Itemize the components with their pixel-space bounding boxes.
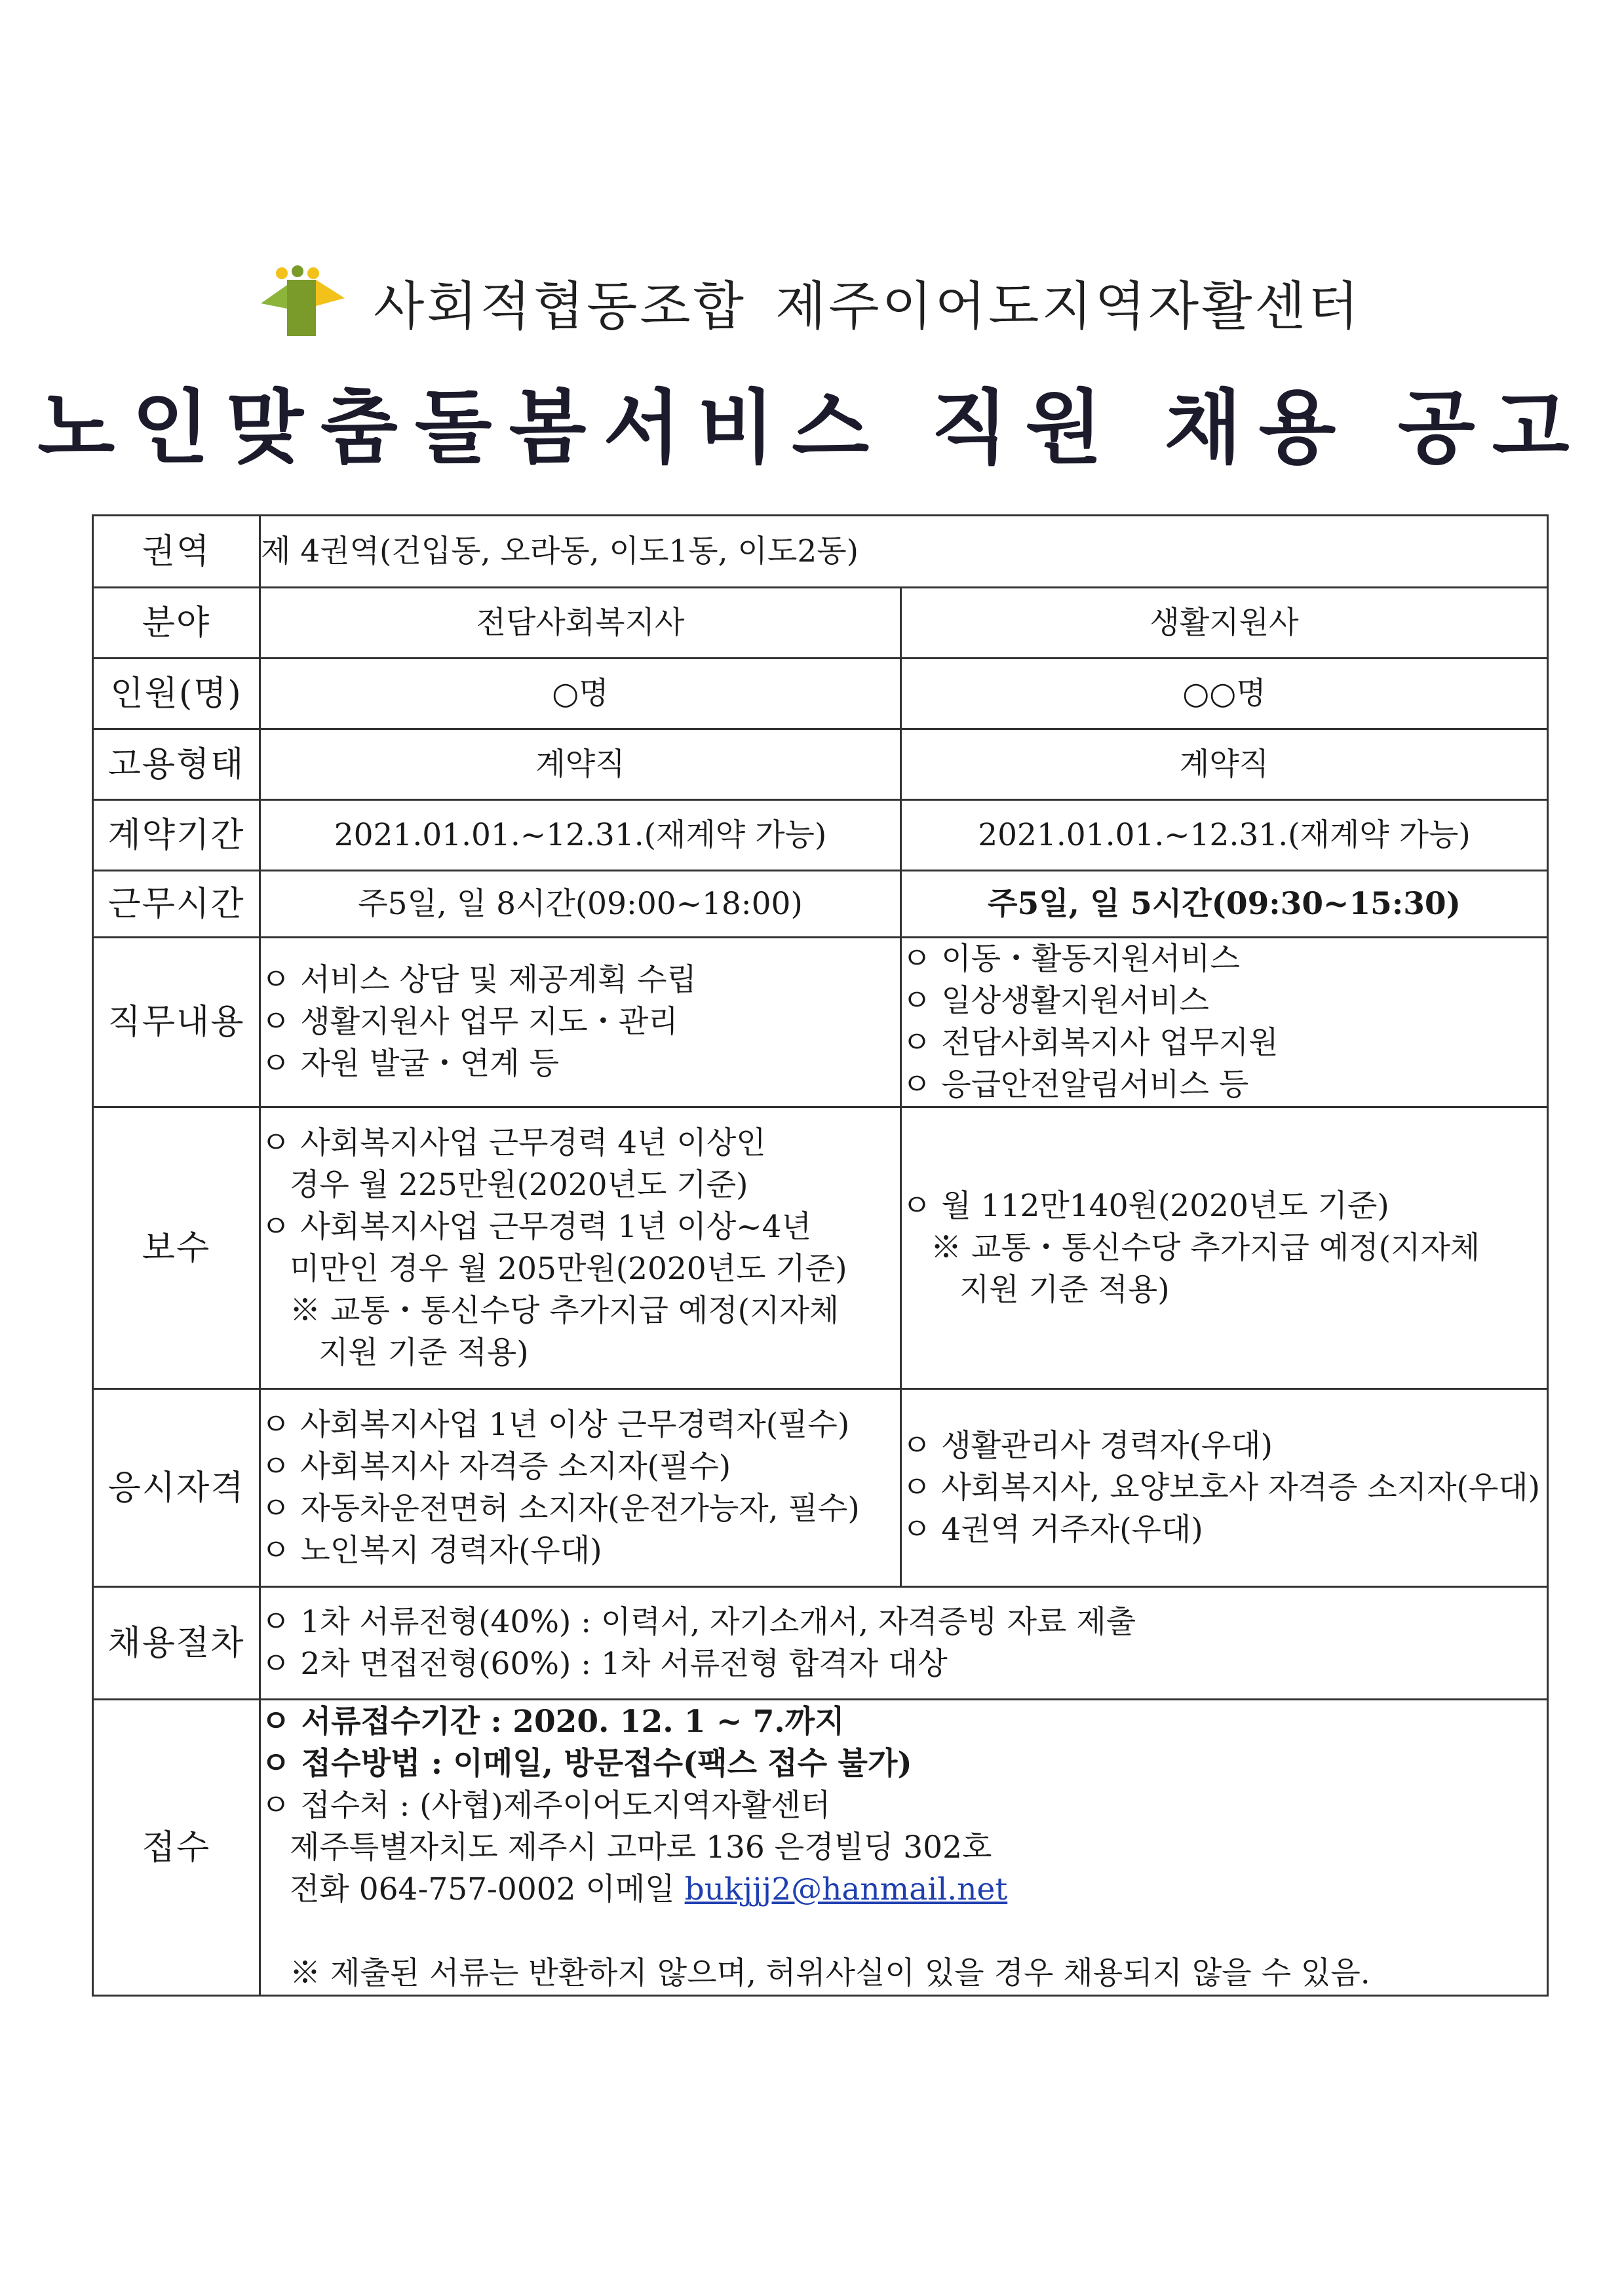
reception-note: ※ 제출된 서류는 반환하지 않으며, 허위사실이 있을 경우 채용되지 않을 수 있음. — [290, 1955, 1370, 1991]
qualification-col1 — [260, 1389, 901, 1587]
list-item: 경우 월 225만원(2020년도 기준) — [290, 1166, 748, 1203]
label-hours: 근무시간 — [93, 871, 260, 938]
hours-col2: 주5일, 일 5시간(09:30~15:30) — [901, 871, 1548, 938]
label-reception: 접수 — [93, 1700, 260, 1996]
duties-col1 — [260, 938, 901, 1107]
headcount-col2: ○○명 — [901, 659, 1548, 729]
row-period — [93, 800, 1548, 871]
reception-content — [260, 1700, 1548, 1996]
employment-col1: 계약직 — [260, 729, 901, 800]
label-employment: 고용형태 — [93, 729, 260, 800]
row-qualification — [93, 1389, 1548, 1587]
duties-col2 — [901, 938, 1548, 1107]
list-item: ※ 교통・통신수당 추가지급 예정(지자체 — [931, 1229, 1480, 1266]
org-type: 사회적협동조합 — [374, 275, 746, 337]
field-social-worker: 전담사회복지사 — [260, 588, 901, 659]
list-item: ㅇ 일상생활지원서비스 — [902, 983, 1209, 1019]
org-name: 제주이어도지역자활센터 — [775, 275, 1362, 337]
reception-place: ㅇ 접수처 : (사협)제주이어도지역자활센터 — [261, 1787, 831, 1824]
list-item: ㅇ 노인복지 경력자(우대) — [261, 1532, 602, 1569]
list-item: ㅇ 자동차운전면허 소지자(운전가능자, 필수) — [261, 1490, 860, 1527]
list-item: ㅇ 생활관리사 경력자(우대) — [902, 1427, 1273, 1464]
label-region: 권역 — [93, 516, 260, 588]
row-hours — [93, 871, 1548, 938]
label-field: 분야 — [93, 588, 260, 659]
list-item: ㅇ 생활지원사 업무 지도・관리 — [261, 1004, 678, 1040]
recruitment-table — [92, 514, 1549, 1997]
period-col2: 2021.01.01.~12.31.(재계약 가능) — [901, 800, 1548, 871]
list-item: ㅇ 전담사회복지사 업무지원 — [902, 1025, 1279, 1061]
spacer — [261, 1911, 1547, 1953]
region-value: 제 4권역(건입동, 오라동, 이도1동, 이도2동) — [260, 516, 1548, 588]
reception-address: 제주특별자치도 제주시 고마로 136 은경빌딩 302호 — [290, 1829, 992, 1866]
headcount-col1: ○명 — [260, 659, 901, 729]
hours-col1: 주5일, 일 8시간(09:00~18:00) — [260, 871, 901, 938]
reception-contact — [261, 1869, 1547, 1911]
pay-col1 — [260, 1107, 901, 1389]
list-item: ㅇ 2차 면접전형(60%) : 1차 서류전형 합격자 대상 — [261, 1645, 948, 1682]
list-item: ㅇ 사회복지사업 근무경력 4년 이상인 — [261, 1124, 766, 1161]
procedure-content — [260, 1587, 1548, 1700]
list-item: ㅇ 사회복지사업 근무경력 1년 이상~4년 — [261, 1208, 811, 1245]
pay-col2 — [901, 1107, 1548, 1389]
field-life-supporter: 생활지원사 — [901, 588, 1548, 659]
row-duties — [93, 938, 1548, 1107]
list-item: ㅇ 사회복지사, 요양보호사 자격증 소지자(우대) — [902, 1469, 1541, 1506]
label-procedure: 채용절차 — [93, 1587, 260, 1700]
label-pay: 보수 — [93, 1107, 260, 1389]
list-item: ㅇ 월 112만140원(2020년도 기준) — [902, 1187, 1389, 1224]
list-item: 지원 기준 적용) — [319, 1334, 529, 1371]
list-item: ㅇ 4권역 거주자(우대) — [902, 1511, 1203, 1548]
notice-title: 노인맞춤돌봄서비스 직원 채용 공고 — [37, 381, 1587, 474]
row-headcount — [93, 659, 1548, 729]
phone-text: 전화 064-757-0002 이메일 — [290, 1871, 675, 1907]
row-employment — [93, 729, 1548, 800]
list-item: ㅇ 이동・활동지원서비스 — [902, 941, 1240, 977]
list-item: ㅇ 서비스 상담 및 제공계획 수립 — [261, 962, 697, 998]
label-duties: 직무내용 — [93, 938, 260, 1107]
row-region — [93, 516, 1548, 588]
email-link[interactable]: bukjjj2@hanmail.net — [684, 1871, 1008, 1907]
label-headcount: 인원(명) — [93, 659, 260, 729]
row-procedure — [93, 1587, 1548, 1700]
employment-col2: 계약직 — [901, 729, 1548, 800]
list-item: ㅇ 사회복지사업 1년 이상 근무경력자(필수) — [261, 1406, 850, 1443]
list-item: ※ 교통・통신수당 추가지급 예정(지자체 — [290, 1292, 840, 1329]
qualification-col2 — [901, 1389, 1548, 1587]
label-qualification: 응시자격 — [93, 1389, 260, 1587]
organization-header — [256, 265, 1361, 337]
reception-method: ㅇ 접수방법 : 이메일, 방문접수(팩스 접수 불가) — [261, 1745, 912, 1782]
row-reception — [93, 1700, 1548, 1996]
list-item: ㅇ 자원 발굴・연계 등 — [261, 1046, 560, 1082]
center-logo-icon — [256, 265, 347, 337]
list-item: 지원 기준 적용) — [959, 1271, 1170, 1308]
list-item: 미만인 경우 월 205만원(2020년도 기준) — [290, 1250, 847, 1287]
row-field — [93, 588, 1548, 659]
label-period: 계약기간 — [93, 800, 260, 871]
list-item: ㅇ 응급안전알림서비스 등 — [902, 1067, 1249, 1103]
row-pay — [93, 1107, 1548, 1389]
list-item: ㅇ 사회복지사 자격증 소지자(필수) — [261, 1448, 731, 1485]
period-col1: 2021.01.01.~12.31.(재계약 가능) — [260, 800, 901, 871]
reception-period: ㅇ 서류접수기간 : 2020. 12. 1 ~ 7.까지 — [261, 1703, 845, 1740]
list-item: ㅇ 1차 서류전형(40%) : 이력서, 자기소개서, 자격증빙 자료 제출 — [261, 1603, 1136, 1640]
